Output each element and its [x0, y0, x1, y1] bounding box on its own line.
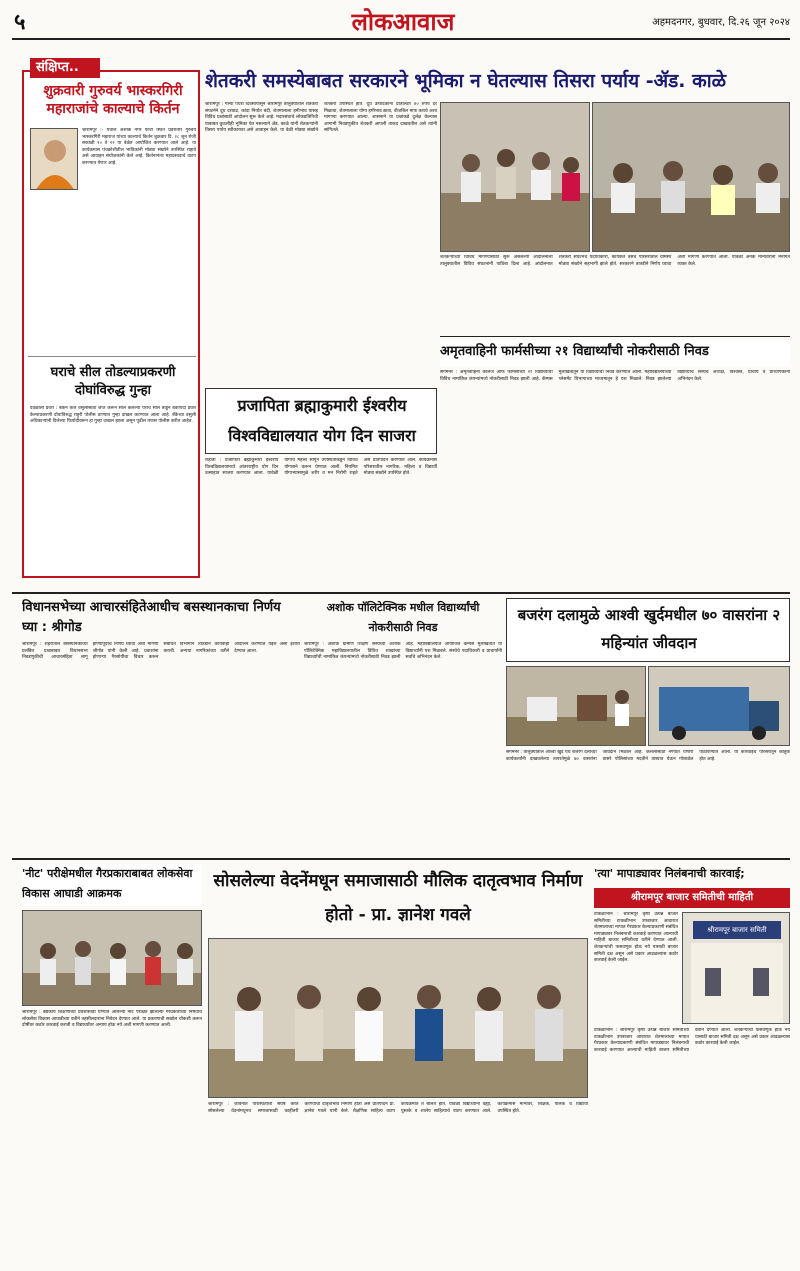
market-photo — [682, 912, 790, 1024]
bajrang-photo-2 — [648, 666, 790, 746]
sidebar-story2-headline: घराचे सील तोडल्याप्रकरणी दोघांविरुद्ध गुन्हा — [50, 365, 176, 398]
bajrang-headline: बजरंग दलामुळे आश्वी खुर्दमधील ७० वासरांना २ महिन्यांत जीवदान — [517, 606, 781, 652]
bajrang-body: संगमनेर : तालुक्यातील आश्वी खुर्द येथे बजरंग दलाच्या कार्यकर्त्यांनी दाखवलेल्या तत्परतेमुळे ७० वासरांना जीवदान मिळाले आहे. कत्तलीसाठी नेण्यात येणारी वासरे पोलिसांच्या मदतीने ताब्यात घेऊन गोशाळेत पाठविण्यात आली. या कारवाईचे परिसरातून कौतुक होत आहे. — [506, 750, 790, 762]
memorandum-photo — [23, 911, 202, 1006]
lecture-body: श्रीरामपूर : जीवनात परिस्थितीशी संघर्ष करत सोसलेल्या वेदनांमधूनच समाजासाठी काहीतरी करण्याचा दातृत्वभाव निर्माण होतो असे प्रतिपादन प्रा. ज्ञानेश गवले यांनी केले. शैक्षणिक साहित्य वाटप कार्यक्रमात ते बोलत होते. यावेळी विद्यार्थ्यांना वह्या, पुस्तके व शालेय साहित्याचे वाटप करण्यात आले. कार्यक्रमास मान्यवर, शिक्षक, पालक व विद्यार्थी उपस्थित होते. — [208, 1102, 588, 1114]
assembly-body: श्रीरामपूर : शहरातील बसस्थानकाच्या प्रलंबित प्रश्नाबाबत विधानसभा निवडणुकीची आचारसंहिता लागू होण्यापूर्वीच निर्णय घ्यावा अशी मागणी श्रीगोड यांनी केली आहे. प्रवाशांना होणाऱ्या गैरसोयीचा विचार करून संबंधित विभागाने तातडीने कार्यवाही करावी. अन्यथा नागरिकांच्या वतीने आंदोलन करण्यात येईल असा इशारा देण्यात आला. — [22, 642, 300, 661]
neet-headline: 'नीट' परीक्षेमधील गैरप्रकाराबाबत लोकसेवा विकास आघाडी आक्रमक — [22, 867, 193, 900]
protest-photo — [441, 103, 590, 252]
pharmacy-headline: अमृतवाहिनी फार्मसीच्या २१ विद्यार्थ्यांची नोकरीसाठी निवड — [440, 340, 790, 366]
market-subhead: श्रीरामपूर बाजार समितीची माहिती — [594, 888, 790, 908]
top-story-continued: शेतकऱ्यांच्या विविध मागण्यांसाठी सुरू असलेल्या आंदोलनाला तालुक्यातील विविध संघटनांनी पाठिंबा दिला आहे. आंदोलनात शेतकरी संघटनेचे पदाधिकारी, कार्यकर्ते तसेच परिसरातील ग्रामस्थ मोठ्या संख्येने सहभागी झाले होते. सरकारने तातडीने निर्णय घ्यावा अशी मागणी करण्यात आली. यावेळी अनेक मान्यवरांनी मनोगत व्यक्त केले. — [440, 255, 790, 267]
portrait-image — [31, 129, 78, 190]
sidebar-divider — [28, 356, 196, 357]
yoga-headline: प्रजापिता ब्रह्माकुमारी ईश्वरीय विश्वविद्यालयात योग दिन साजरा — [228, 396, 416, 445]
masthead-title: लोकआवाज — [351, 7, 455, 36]
top-story-body: श्रीरामपूर : गेल्या पंधरा दिवसापासून श्रीरामपूर तालुक्यातील शेतकरी संघटनेने दूध दरवाढ, कांदा निर्यात बंदी, शेतमालाला हमीभाव यासह विविध प्रश्नांसाठी आंदोलन सुरू केले आहे. मदारसंघाचे लोकप्रतिनिधी याबाबत कुठलीही भूमिका घेत नसल्याने ॲड. काळे यांनी शेतकऱ्यांनी तिसरा पर्याय स्वीकारावा असे आवाहन केले. या वेळी मोठ्या संख्येने शेतकरी उपस्थित होते. दूध उत्पादकांना प्रतिलिटर ४० रुपये दर मिळावा, शेतमालाला योग्य हमीभाव द्यावा, वीजबिल माफ करावे अशा मागण्या करण्यात आल्या. शासनाने या प्रश्नांकडे दुर्लक्ष केल्यास आगामी निवडणुकीत शेतकरी आपली ताकद दाखवतील असे त्यांनी सांगितले. — [205, 102, 437, 134]
calves-photo — [507, 667, 646, 746]
sidebar-story1-headline: शुक्रवारी गुरुवर्य भास्करगिरी महाराजांचे काल्याचे किर्तन — [43, 83, 183, 117]
top-story-headline: शेतकरी समस्येबाबत सरकारने भूमिका न घेतल्यास तिसरा पर्याय -ॲड. काळे — [205, 70, 727, 92]
yoga-body: राहाता : प्रजापिता ब्रह्माकुमारी ईश्वरीय विश्वविद्यालयामध्ये आंतरराष्ट्रीय योग दिन उत्साहात साजरा करण्यात आला. यावेळी योगाचे महत्त्व सांगून उपस्थितांकडून विविध योगासने करून घेण्यात आली. नियमित योगाभ्यासामुळे शरीर व मन निरोगी राहते असे प्रतिपादन करण्यात आले. कार्यक्रमास परिसरातील नागरिक, महिला व विद्यार्थी मोठ्या संख्येने उपस्थित होते. — [205, 458, 437, 477]
sidebar-story2-body: देवळाली प्रवरा : बँकेने कर्ज वसुलीसाठी जप्त करून सील केलेल्या घराचे सील तोडून बेकायदा प्रवेश केल्याप्रकरणी दोघांविरुद्ध राहुरी पोलीस ठाण्यात गुन्हा दाखल करण्यात आला आहे. बँकेच्या वसुली अधिकाऱ्यांनी दिलेल्या फिर्यादीवरून हा गुन्हा दाखल झाला असून पुढील तपास पोलीस करीत आहेत. — [30, 406, 196, 425]
sidebar — [22, 60, 200, 578]
dateline: अहमदनगर, बुधवार, दि.२६ जून २०२४ — [652, 17, 790, 28]
masthead-rule — [12, 38, 790, 40]
ashok-body: श्रीरामपूर : अशोक ग्रामीण शिक्षण संस्थेच्या अशोक पॉलिटेक्निक महाविद्यालयातील विविध शाखांच्या विद्यार्थ्यांची नामांकित कंपन्यांमध्ये नोकरीसाठी निवड झाली आहे. महाविद्यालयात आयोजित कॅम्पस मुलाखतीत या विद्यार्थ्यांनी यश मिळवले. संस्थेचे पदाधिकारी व प्राचार्यांनी सर्वांचे अभिनंदन केले. — [304, 642, 502, 661]
lecture-photo — [208, 938, 588, 1098]
rule-1 — [440, 336, 790, 337]
market-body: टाकळीभान : श्रीरामपूर कृषी उत्पन्न बाजार समितीच्या टाकळीभान उपबाजार आवारात शेतमालाच्या मापात गैरप्रकार केल्याप्रकरणी संबंधित मापाड्यावर निलंबनाची कारवाई करण्यात आल्याची माहिती बाजार समितीच्या वतीने देण्यात आली. शेतकऱ्यांची फसवणूक होऊ नये यासाठी बाजार समिती दक्ष असून असे प्रकार आढळल्यास कठोर कारवाई केली जाईल. — [594, 912, 678, 964]
market-headline: 'त्या' मापाड्यावर निलंबनाची कारवाई; — [594, 867, 745, 880]
bajrang-photo-1 — [506, 666, 646, 746]
market-banner-text: श्रीरामपूर बाजार समिती — [707, 926, 767, 934]
sidebar-story1-body: श्रीरामपूर :- येथील अशोक नगर फाटा स्थित प्रवरातीर गुरुवर्य भास्करगिरी महाराज यांच्या काल्याचे किर्तन शुक्रवार दि. २८ जून रोजी सकाळी १० ते १२ या वेळेत आयोजित करण्यात आले आहे. या कार्यक्रमास पंचक्रोशीतील भाविकांनी मोठ्या संख्येने उपस्थित राहावे असे आवाहन संयोजकांनी केले आहे. किर्तनानंतर महाप्रसादाचे वाटप करण्यात येणार आहे. — [82, 128, 196, 166]
market-body-2: टाकळीभान : श्रीरामपूर कृषी उत्पन्न बाजार समितीच्या टाकळीभान उपबाजार आवारात शेतमालाच्या मापात गैरप्रकार केल्याप्रकरणी संबंधित मापाड्यावर निलंबनाची कारवाई करण्यात आल्याची माहिती बाजार समितीच्या वतीने देण्यात आली. शेतकऱ्यांची फसवणूक होऊ नये यासाठी बाजार समिती दक्ष असून असे प्रकार आढळल्यास कठोर कारवाई केली जाईल. — [594, 1028, 790, 1053]
top-story-photo — [440, 102, 590, 252]
truck-photo — [649, 667, 790, 746]
lecture-headline: सोसलेल्या वेदनेंमधून समाजासाठी मौलिक दातृत्वभाव निर्माण होतो - प्रा. ज्ञानेश गवले — [213, 871, 583, 925]
sidebar-label: संक्षिप्त.. — [30, 58, 100, 78]
sidebar-portrait — [30, 128, 78, 190]
rule-2 — [12, 592, 790, 594]
ashok-headline: अशोक पॉलिटेक्निक मधील विद्यार्थ्यांची नोकरीसाठी निवड — [326, 601, 480, 634]
page-number: ५ — [14, 10, 26, 35]
neet-body: श्रीरामपूर : वैद्यकीय शिक्षणाच्या प्रवेशासाठी घेण्यात आलेल्या नीट परीक्षेत झालेल्या गैरप्रकाराच्या निषेधार्थ लोकसेवा विकास आघाडीच्या वतीने तहसीलदारांना निवेदन देण्यात आले. या प्रकरणाची सखोल चौकशी करून दोषींवर कठोर कारवाई करावी व विद्यार्थ्यांवर अन्याय होऊ नये अशी मागणी करण्यात आली. — [22, 1010, 202, 1029]
rule-3 — [12, 858, 790, 860]
bajrang-headline-box — [506, 598, 790, 662]
yoga-headline-box — [205, 388, 437, 454]
assembly-headline: विधानसभेच्या आचारसंहितेआधीच बसस्थानकाचा निर्णय घ्या : श्रीगोड — [22, 600, 281, 635]
neet-headline-box — [22, 864, 202, 906]
pharmacy-body: संगमनेर : अमृतवाहिनी कॉलेज ऑफ फार्मसीच्या २१ विद्यार्थ्यांची विविध नामांकित कंपन्यांमध्ये नोकरीसाठी निवड झाली आहे. कॅम्पस मुलाखतीतून या विद्यार्थ्यांची निवड करण्यात आली. महाविद्यालयाच्या प्लेसमेंट विभागाच्या माध्यमातून हे यश मिळाले. निवड झालेल्या विद्यार्थ्यांचे संस्थेचे अध्यक्ष, विश्वस्त, प्राचार्य व प्राध्यापकांनी अभिनंदन केले. — [440, 370, 790, 382]
felicitation-photo — [209, 939, 588, 1098]
neet-photo — [22, 910, 202, 1006]
crowd-photo — [593, 103, 790, 252]
top-story-photo-2 — [592, 102, 790, 252]
